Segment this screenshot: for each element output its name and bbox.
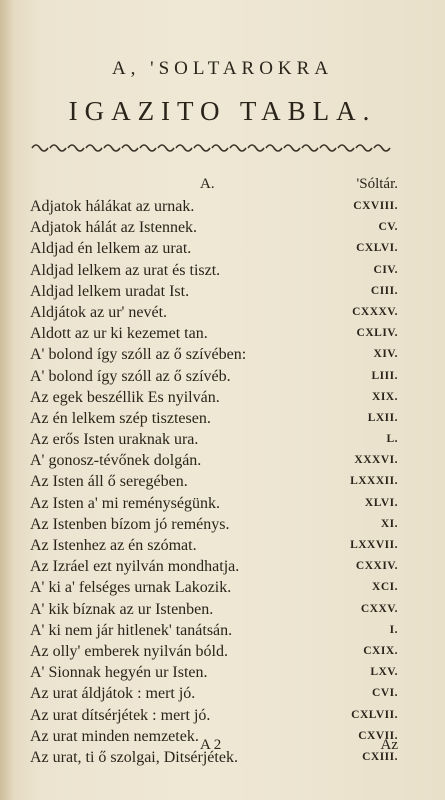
signature-mark: A 2 xyxy=(200,737,222,753)
entry-psalm-number: CXLVI. xyxy=(356,242,398,255)
entry-incipit: Aldott az ur ki kezemet tan. xyxy=(30,325,208,343)
entry-psalm-number: XLVI. xyxy=(364,496,398,509)
entry-incipit: A' bolond így szóll az ő szívéb. xyxy=(30,367,231,385)
entry-incipit: A' ki a' felséges urnak Lakozik. xyxy=(30,579,232,597)
entry-psalm-number: CXLVII. xyxy=(351,708,398,721)
entry-incipit: Az olly' emberek nyilván bóld. xyxy=(30,642,228,660)
index-entry xyxy=(30,471,400,492)
index-entry xyxy=(30,387,400,408)
index-entry xyxy=(30,556,400,577)
entry-psalm-number: CXVIII. xyxy=(353,200,398,212)
entry-psalm-number: LXV. xyxy=(370,666,398,679)
index-entry xyxy=(30,366,400,387)
entry-psalm-number: XXXVI. xyxy=(354,454,398,467)
entry-psalm-number: CXXIV. xyxy=(355,560,398,573)
page-footer xyxy=(30,737,400,757)
entry-incipit: A' gonosz-tévőnek dolgán. xyxy=(30,452,202,470)
index-entry xyxy=(30,514,400,535)
entry-psalm-number: LXXXII. xyxy=(350,475,398,488)
entry-incipit: Az Istenhez az én szómat. xyxy=(30,537,197,554)
running-title: A, 'SOLTAROKRA xyxy=(111,58,334,79)
entry-incipit: Adjatok hálákat az urnak. xyxy=(30,198,195,215)
entry-incipit: A' Sionnak hegyén ur Isten. xyxy=(30,664,208,682)
entry-psalm-number: CXXXV. xyxy=(352,305,398,318)
entry-incipit: Adjatok hálát az Istennek. xyxy=(30,219,198,237)
index-entry xyxy=(30,450,400,471)
index-entry xyxy=(30,429,400,450)
entry-incipit: A' kik bíznak az ur Istenben. xyxy=(30,600,214,618)
entry-incipit: Az egek beszéllik Es nyilván. xyxy=(30,388,220,406)
entry-psalm-number: LXII. xyxy=(367,411,398,424)
index-entry xyxy=(30,493,400,514)
index-entry xyxy=(30,196,400,217)
entry-incipit: Az Isten a' mi reménységünk. xyxy=(30,494,220,512)
entry-incipit: Az Istenben bízom jó reménys. xyxy=(30,515,230,533)
entry-psalm-number: I. xyxy=(389,623,398,636)
entry-incipit: Aldjad én lelkem az urat. xyxy=(30,240,192,258)
index-entry xyxy=(30,344,400,365)
entry-psalm-number: LIII. xyxy=(371,369,398,382)
entry-incipit: Aldjad lelkem az urat és tiszt. xyxy=(30,261,221,279)
index-entry xyxy=(30,620,400,641)
index-entry xyxy=(30,323,400,344)
psalm-column-label: 'Sóltár. xyxy=(356,176,398,192)
catchword: Az xyxy=(380,737,398,753)
entry-incipit: A' bolond így szóll az ő szívében: xyxy=(30,346,247,364)
page-title: IGAZITO TABLA. xyxy=(68,96,377,126)
entry-psalm-number: CVI. xyxy=(372,687,398,700)
entry-psalm-number: L. xyxy=(386,433,398,446)
entry-psalm-number: CIII. xyxy=(370,284,398,297)
entry-incipit: Az urat, ti ő szolgai, Ditsérjétek. xyxy=(30,748,238,766)
entry-incipit: Aldjátok az ur' nevét. xyxy=(30,303,168,321)
index-entry xyxy=(30,535,400,556)
ornament-rule xyxy=(30,141,400,155)
index-entry xyxy=(30,217,400,238)
entry-incipit: A' ki nem jár hitlenek' tanátsán. xyxy=(30,621,233,639)
index-entry xyxy=(30,281,400,302)
index-entry xyxy=(30,577,400,598)
entry-incipit: Az Isten áll ő seregében. xyxy=(30,473,188,491)
entry-psalm-number: XCI. xyxy=(372,581,398,594)
index-entry xyxy=(30,641,400,662)
entry-incipit: Az erős Isten uraknak ura. xyxy=(30,431,199,449)
index-entry xyxy=(30,599,400,620)
entry-psalm-number: LXXVII. xyxy=(350,539,398,551)
entry-incipit: Aldjad lelkem uradat Ist. xyxy=(30,282,190,300)
index-entry xyxy=(30,302,400,323)
entry-psalm-number: XIV. xyxy=(373,348,398,361)
entry-incipit: Az urat dítsérjétek : mert jó. xyxy=(30,706,211,724)
entry-incipit: Az urat áldjátok : mert jó. xyxy=(30,685,196,703)
index-entry xyxy=(30,408,400,429)
entry-incipit: Az én lelkem szép tisztesen. xyxy=(30,409,211,427)
section-letter: A. xyxy=(200,176,215,192)
entry-psalm-number: CV. xyxy=(378,221,398,234)
entry-psalm-number: CXIII. xyxy=(362,750,398,763)
index-list xyxy=(30,196,400,768)
index-entry xyxy=(30,683,400,704)
entry-psalm-number: XI. xyxy=(380,517,398,530)
entry-psalm-number: XIX. xyxy=(372,390,398,403)
index-entry xyxy=(30,662,400,683)
entry-psalm-number: CXVII. xyxy=(358,729,398,742)
index-entry xyxy=(30,238,400,259)
column-header xyxy=(30,176,400,196)
entry-psalm-number: CXIX. xyxy=(363,644,398,657)
entry-psalm-number: CXLIV. xyxy=(356,327,398,340)
entry-psalm-number: CXXV. xyxy=(360,602,398,615)
entry-incipit: Az Izráel ezt nyilván mondhatja. xyxy=(30,558,240,576)
entry-incipit: Az urat minden nemzetek. xyxy=(30,727,199,745)
entry-psalm-number: CIV. xyxy=(373,263,398,276)
index-entry xyxy=(30,705,400,726)
index-entry xyxy=(30,260,400,281)
